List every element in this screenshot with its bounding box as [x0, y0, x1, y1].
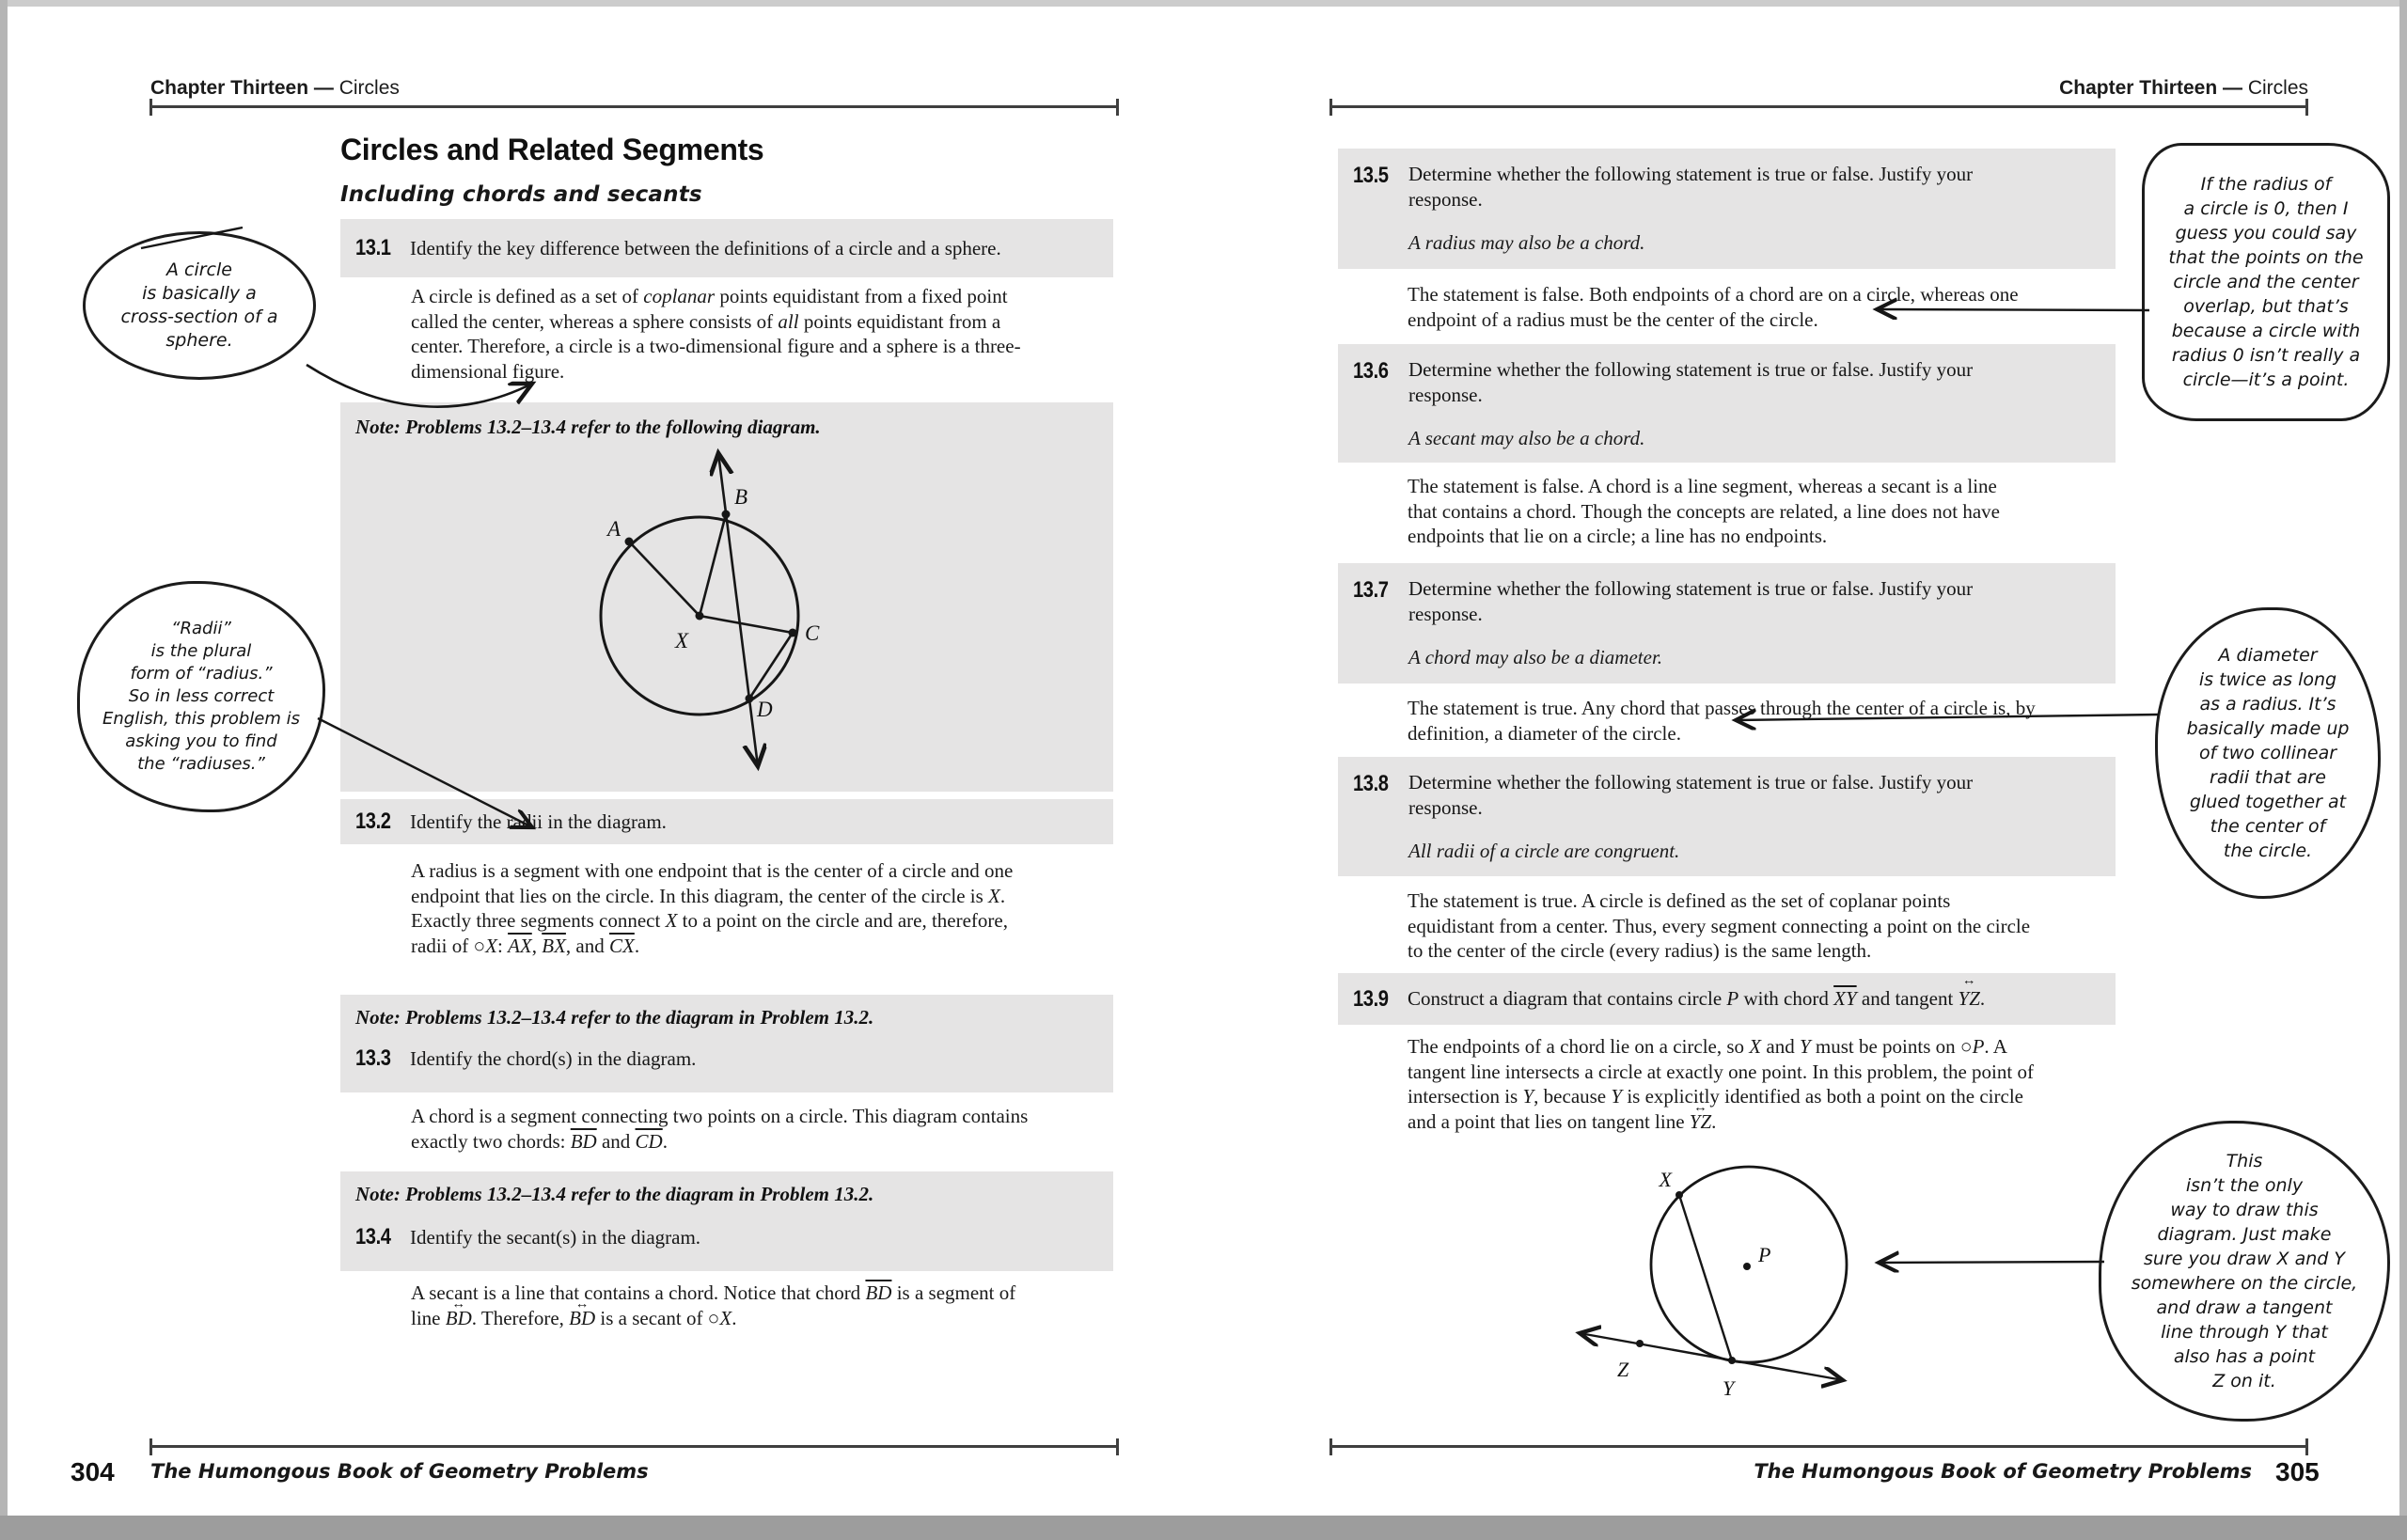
margin-note-text: If the radius of a circle is 0, then I guess you could say that the points on the circle and the center overlap, but that’s because a circle with radius 0 isn’t really a circle—it’s a point.	[2168, 174, 2364, 390]
problem-box-13-8	[1338, 757, 2116, 876]
header-section: Circles	[2247, 77, 2308, 99]
answer-13-1: A circle is defined as a set of coplanar points equidistant from a fixed point called the center, whereas a sphere consists of all points equidistant from a center. Therefore, a circle is a two-dimensional figure and a sphere is a three- dimensional figure.	[411, 285, 1021, 383]
problem-number: 13.5	[1353, 163, 1389, 188]
problem-number: 13.6	[1353, 358, 1389, 384]
problem-statement: Identify the key difference between the definitions of a circle and a sphere.	[410, 236, 1001, 259]
chord-XY	[1679, 1195, 1732, 1360]
header-rule-tick	[149, 99, 152, 116]
note-box-13-4	[340, 1171, 1113, 1271]
margin-note-text: “Radii” is the plural form of “radius.” So in less correct English, this problem is asking you to find the “radiuses.”	[102, 619, 300, 774]
footer-rule-right	[1330, 1445, 2308, 1448]
book-title-right: The Humongous Book of Geometry Problems	[1754, 1460, 2252, 1483]
margin-note-cross-section	[83, 231, 316, 380]
problem-box-13-1	[340, 219, 1113, 277]
answer-13-8: The statement is true. A circle is defined as the set of coplanar points equidistant from a center. Thus, every segment connecting a point on the circle to the center of the circle (every radius) is the same length.	[1408, 889, 2031, 962]
problem-statement: A secant may also be a chord.	[1408, 427, 1645, 449]
label-D: D	[757, 698, 773, 721]
label-C: C	[805, 621, 820, 645]
problem-box-13-5	[1338, 149, 2116, 269]
point-X-center	[696, 612, 704, 621]
margin-note-text: A diameter is twice as long as a radius. It’s basically made up of two collinear radii that are glued together at the center of the circle.	[2186, 645, 2350, 861]
problem-number: 13.1	[355, 235, 391, 260]
answer-13-9: The endpoints of a chord lie on a circle, so X and Y must be points on ○P. A tangent line intersects a circle at exactly one point. In this problem, the point of intersection is Y, because Y is explicitly identified as both a point on the circle and a point that lies on tangent line YZ ↔.	[1408, 1034, 2169, 1134]
footer-rule-tick	[2305, 1438, 2308, 1455]
answer-13-2: A radius is a segment with one endpoint that is the center of a circle and one endpoint that lies on the circle. In this diagram, the center of the circle is X. Exactly three segments connect X to a point on the circle and are, therefore, radii of ○X: $\overline{AX}$, $\overline{BX}$, and $\overline{CX}$.	[411, 859, 1014, 957]
point-X	[1675, 1191, 1683, 1199]
point-D	[746, 695, 754, 703]
answer-13-7: The statement is true. Any chord that passes through the center of a circle is, by definition, a diameter of the circle.	[1408, 697, 2036, 745]
page-edge-top	[0, 0, 2407, 7]
problem-statement: Construct a diagram that contains circle P with chord $\overline{XY}$ and tangent YZ ↔.	[1408, 987, 1985, 1011]
problem-statement: Identify the chord(s) in the diagram.	[410, 1046, 697, 1070]
header-rule-tick	[1116, 99, 1119, 116]
problem-number: 13.7	[1353, 577, 1389, 603]
header-chapter: Chapter Thirteen —	[2059, 77, 2242, 99]
margin-note-draw-diagram	[2099, 1121, 2390, 1422]
radius-XB	[700, 514, 726, 616]
label-Z: Z	[1617, 1358, 1629, 1381]
margin-note-text: A circle is basically a cross-section of a sphere.	[120, 259, 278, 351]
problem-statement: A chord may also be a diameter.	[1408, 646, 1663, 668]
note-text: Note: Problems 13.2–13.4 refer to the diagram in Problem 13.2.	[355, 1006, 874, 1029]
point-Y	[1728, 1357, 1736, 1364]
header-rule-right	[1330, 105, 2308, 108]
circle-figure-13-9	[1523, 1119, 1993, 1429]
problem-statement: All radii of a circle are congruent.	[1408, 840, 1680, 862]
problem-box-13-6	[1338, 344, 2116, 463]
answer-13-5: The statement is false. Both endpoints of a chord are on a circle, whereas one endpoint of a radius must be the center of the circle.	[1408, 283, 2019, 331]
point-B	[722, 511, 731, 519]
problem-prompt: Determine whether the following statement is true or false. Justify your response.	[1408, 358, 1974, 406]
problem-prompt: Determine whether the following statement is true or false. Justify your response.	[1408, 771, 1974, 819]
page-edge-left	[0, 0, 8, 1540]
radius-XA	[629, 542, 700, 616]
running-header-left	[150, 77, 400, 100]
page-edge-right	[2399, 0, 2407, 1540]
header-rule-left	[150, 105, 1119, 108]
page-number-left: 304	[71, 1457, 115, 1486]
answer-13-3: A chord is a segment connecting two points on a circle. This diagram contains exactly two chords: $\overline{BD}$ and $\overline{CD}$.	[411, 1105, 1029, 1153]
header-section: Circles	[338, 77, 400, 99]
problem-number: 13.4	[355, 1224, 391, 1249]
problem-statement: Identify the secant(s) in the diagram.	[410, 1225, 701, 1249]
footer-rule-tick	[1329, 1438, 1332, 1455]
problem-number: 13.3	[355, 1045, 391, 1071]
problem-statement: Identify the radii in the diagram.	[410, 809, 667, 833]
footer-rule-tick	[1116, 1438, 1119, 1455]
footer-rule-left	[150, 1445, 1119, 1448]
label-A: A	[606, 517, 621, 541]
problem-prompt: Determine whether the following statement is true or false. Justify your response.	[1408, 163, 1974, 211]
label-X: X	[675, 629, 689, 652]
answer-13-4: A secant is a line that contains a chord. Notice that chord $\overline{BD}$ is a segment of line BD ↔. Therefore, BD ↔ is a secant of ○X.	[411, 1281, 1163, 1330]
note-box-13-3	[340, 995, 1113, 1092]
problem-number: 13.9	[1353, 985, 1389, 1012]
problem-statement: A radius may also be a chord.	[1408, 231, 1645, 254]
problem-number: 13.2	[355, 809, 391, 834]
circle-figure-13-2	[340, 442, 1113, 792]
label-B: B	[734, 485, 748, 509]
margin-note-text: This isn’t the only way to draw this diagram. Just make sure you draw X and Y somewhere on the circle, and draw a tangent line through Y that also has a point Z on it.	[2131, 1151, 2358, 1391]
label-X: X	[1659, 1168, 1672, 1191]
header-chapter: Chapter Thirteen —	[150, 77, 334, 99]
problem-box-13-2	[340, 799, 1113, 844]
margin-note-diameter	[2155, 607, 2381, 899]
page-title: Circles and Related Segments	[340, 133, 764, 166]
book-title-left: The Humongous Book of Geometry Problems	[150, 1460, 649, 1483]
problem-number: 13.8	[1353, 771, 1389, 796]
running-header-right	[1330, 77, 2308, 100]
note-text: Note: Problems 13.2–13.4 refer to the diagram in Problem 13.2.	[355, 1183, 874, 1205]
problem-box-13-9	[1338, 973, 2116, 1025]
margin-note-radii	[77, 581, 325, 812]
problem-box-13-7	[1338, 563, 2116, 684]
note-text: Note: Problems 13.2–13.4 refer to the following diagram.	[355, 416, 821, 438]
answer-13-6: The statement is false. A chord is a line segment, whereas a secant is a line that contains a chord. Though the concepts are related, a line does not have endpoints that lie on a circle; a line has no endpoints.	[1408, 475, 2000, 547]
header-rule-tick	[1329, 99, 1332, 116]
point-A	[625, 538, 634, 546]
page-subtitle: Including chords and secants	[340, 182, 702, 207]
point-C	[789, 629, 797, 637]
point-Z	[1636, 1340, 1644, 1347]
page-number-right: 305	[2275, 1457, 2320, 1486]
label-P: P	[1758, 1243, 1771, 1266]
point-P-center	[1743, 1263, 1751, 1270]
header-rule-tick	[2305, 99, 2308, 116]
page-edge-bottom	[0, 1516, 2407, 1540]
margin-note-radius-zero	[2142, 143, 2390, 421]
footer-rule-tick	[149, 1438, 152, 1455]
radius-XC	[700, 616, 793, 633]
label-Y: Y	[1723, 1376, 1735, 1400]
problem-prompt: Determine whether the following statement is true or false. Justify your response.	[1408, 577, 1974, 625]
